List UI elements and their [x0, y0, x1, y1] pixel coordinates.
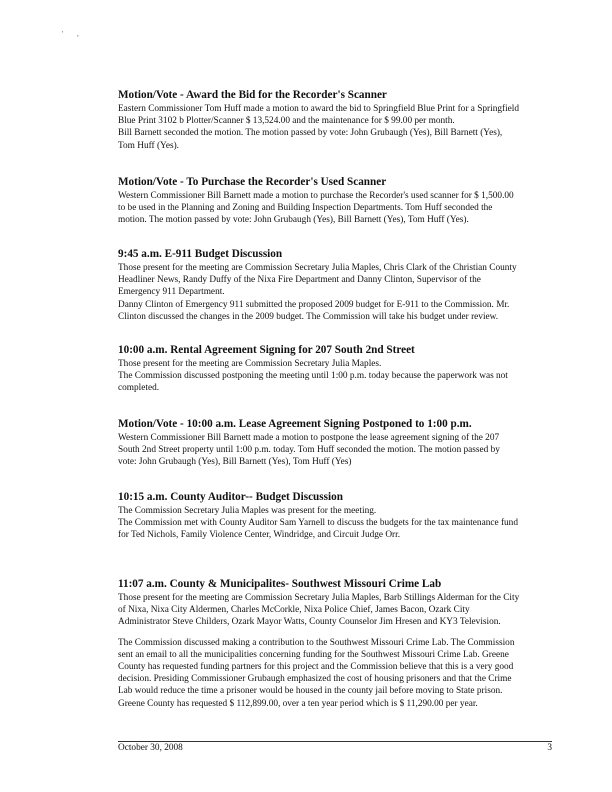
section-heading: 10:00 a.m. Rental Agreement Signing for 207 South 2nd Street	[118, 344, 415, 356]
body-line: Greene County has requested $ 112,899.00, over a ten year period which is $ 11,290.00 per year.	[118, 698, 478, 709]
body-line: Headliner News, Randy Duffy of the Nixa Fire Department and Danny Clinton, Supervisor of the	[118, 275, 481, 286]
body-line: vote: John Grubaugh (Yes), Bill Barnett (Yes), Tom Huff (Yes)	[118, 457, 352, 468]
body-line: Lab would reduce the time a prisoner would be housed in the county jail before moving to State prison.	[118, 686, 503, 697]
minutes-section	[118, 248, 552, 323]
section-paragraph	[118, 505, 552, 542]
body-line: Administrator Steve Childers, Ozark Mayor Watts, County Counselor Jim Hresen and KY3 Television.	[118, 617, 501, 628]
body-line: for Ted Nichols, Family Violence Center, Windridge, and Circuit Judge Orr.	[118, 530, 401, 541]
body-line: The Commission discussed making a contribution to the Southwest Missouri Crime Lab. The Commission	[118, 637, 515, 648]
body-line: of Nixa, Nixa City Aldermen, Charles McCorkle, Nixa Police Chief, James Bacon, Ozark City	[118, 605, 470, 616]
body-line: Western Commissioner Bill Barnett made a motion to postpone the lease agreement signing of the 207	[118, 433, 500, 443]
body-line: sent an email to all the municipalities concerning funding for the Southwest Missouri Crime Lab. Greene	[118, 649, 509, 660]
body-line: Those present for the meeting are Commission Secretary Julia Maples, Barb Stillings Alderman for the City	[118, 593, 520, 603]
minutes-section	[118, 176, 552, 227]
section-heading: 10:15 a.m. County Auditor-- Budget Discussion	[118, 491, 343, 503]
body-line: Clinton discussed the changes in the 2009 budget. The Commission will take his budget under review.	[118, 311, 499, 322]
body-line: The Commission discussed postponing the meeting until 1:00 p.m. today because the paperwork was not	[118, 371, 508, 382]
footer-rule	[118, 741, 552, 742]
minutes-section	[118, 344, 552, 395]
section-heading: 11:07 a.m. County & Municipalites- Southwest Missouri Crime Lab	[118, 578, 442, 590]
body-line: County has requested funding partners for this project and the Commission believe that this is a very good	[118, 662, 514, 673]
section-paragraph	[118, 432, 552, 469]
minutes-section	[118, 578, 552, 710]
footer-date: October 30, 2008	[118, 743, 183, 753]
minutes-section	[118, 491, 552, 542]
body-line: Danny Clinton of Emergency 911 submitted the proposed 2009 budget for E-911 to the Commission. Mr.	[118, 299, 510, 310]
body-line: Those present for the meeting are Commission Secretary Julia Maples, Chris Clark of the Christian County	[118, 263, 517, 273]
body-line: Blue Print 3102 b Plotter/Scanner $ 13,524.00 and the maintenance for $ 99.00 per month.	[118, 116, 455, 127]
body-line: completed.	[118, 383, 160, 394]
scan-marks: ' ,	[62, 30, 85, 38]
body-line: Western Commissioner Bill Barnett made a motion to purchase the Recorder's used scanner for $ 1,500.00	[118, 191, 514, 201]
body-line: The Commission met with County Auditor Sam Yarnell to discuss the budgets for the tax maintenance fund	[118, 518, 518, 529]
body-line: Eastern Commissioner Tom Huff made a motion to award the bid to Springfield Blue Print for a Springfield	[118, 104, 520, 114]
body-line: South 2nd Street property until 1:00 p.m. today. Tom Huff seconded the motion. The motion passed by	[118, 445, 500, 456]
section-paragraph	[118, 103, 552, 152]
body-line: Emergency 911 Department.	[118, 287, 225, 298]
body-line: motion. The motion passed by vote: John Grubaugh (Yes), Bill Barnett (Yes), Tom Huff (Yes).	[118, 215, 469, 226]
page-number: 3	[547, 743, 552, 753]
section-paragraph	[118, 358, 552, 395]
body-line: to be used in the Planning and Zoning and Building Inspection Departments. Tom Huff seconded the	[118, 203, 493, 214]
body-line: Tom Huff (Yes).	[118, 140, 179, 151]
body-line: Those present for the meeting are Commission Secretary Julia Maples.	[118, 359, 382, 369]
section-heading: Motion/Vote - Award the Bid for the Recorder's Scanner	[118, 89, 387, 101]
section-paragraph	[118, 190, 552, 227]
body-line: decision. Presiding Commissioner Grubaugh emphasized the cost of housing prisoners and that the Crime	[118, 674, 512, 685]
section-heading: Motion/Vote - 10:00 a.m. Lease Agreement Signing Postponed to 1:00 p.m.	[118, 418, 472, 430]
section-heading: Motion/Vote - To Purchase the Recorder's Used Scanner	[118, 176, 387, 188]
body-line: The Commission Secretary Julia Maples was present for the meeting.	[118, 506, 377, 516]
section-paragraph	[118, 592, 552, 629]
body-line: Bill Barnett seconded the motion. The motion passed by vote: John Grubaugh (Yes), Bill Barnett (Yes),	[118, 128, 503, 139]
minutes-section	[118, 418, 552, 469]
section-heading: 9:45 a.m. E-911 Budget Discussion	[118, 248, 283, 260]
section-paragraph	[118, 637, 552, 710]
minutes-section	[118, 89, 552, 152]
section-paragraph	[118, 262, 552, 323]
